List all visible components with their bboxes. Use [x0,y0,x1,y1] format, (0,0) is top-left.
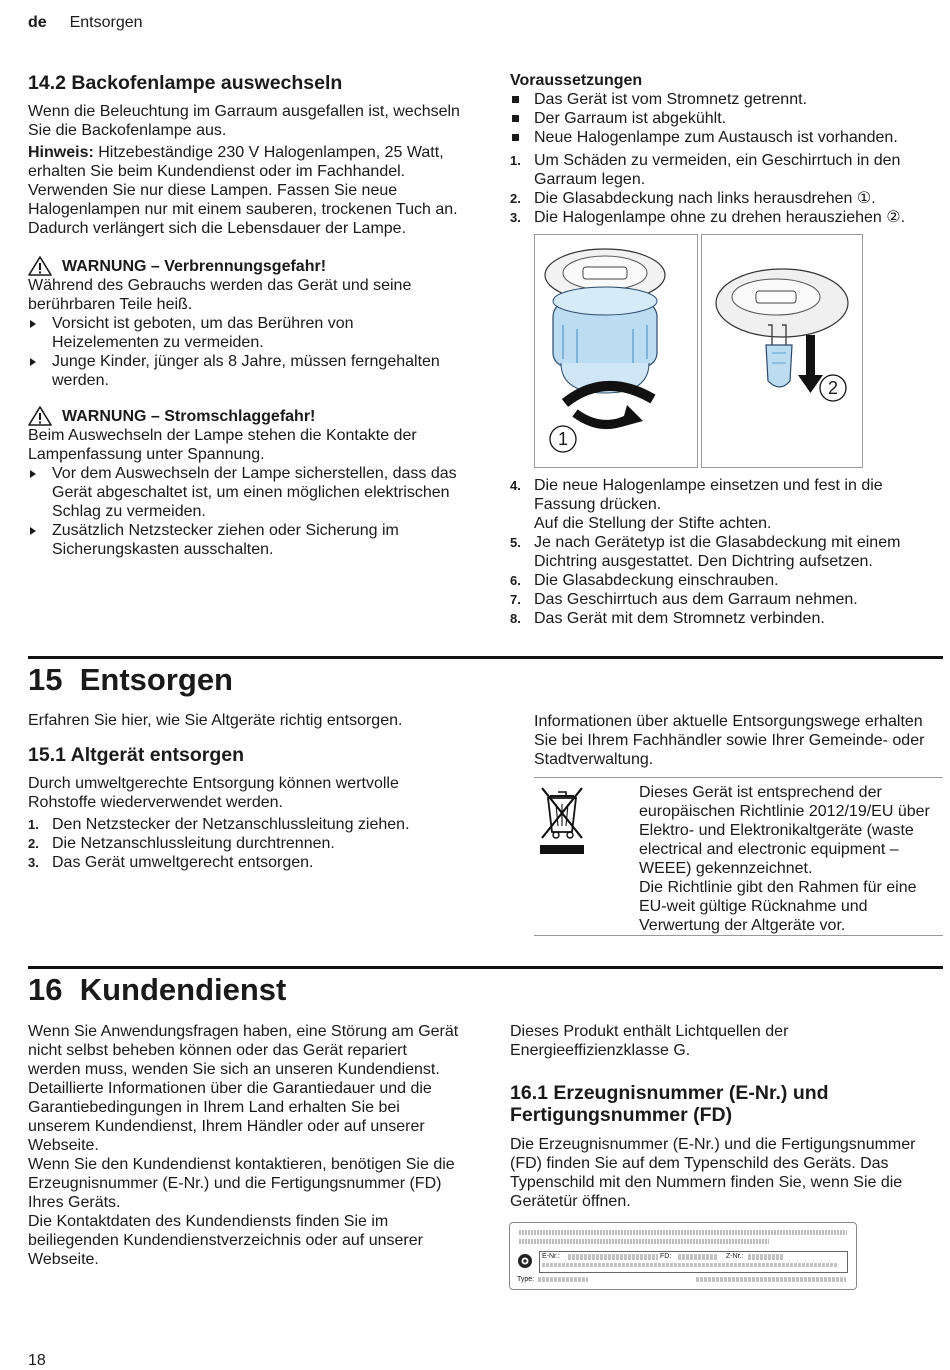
warning-burn-text: Während des Gebrauchs werden das Gerät und seine berührbaren Teile heiß. [28,277,412,313]
prereq-title: Voraussetzungen [510,72,643,89]
list-item [510,208,942,227]
step-text: Das Geschirrtuch aus dem Garraum nehmen. [534,591,858,608]
section-15-1-text: Durch umweltgerechte Entsorgung können wertvolle Rohstoffe wiederverwendet werden. [28,775,399,811]
section-16-1-title: 16.1 Erzeugnisnummer (E-Nr.) und Fertigungsnummer (FD) [510,1082,829,1126]
warning-triangle-icon [28,406,52,426]
figure-label-2: 2 [827,378,838,398]
step-number: 2. [28,836,39,851]
figure-label-1: 1 [557,429,568,449]
section-16-para-1: Wenn Sie Anwendungsfragen haben, eine Störung am Gerät nicht selbst beheben können oder das Gerät repariert werden muss, wenden Sie sich an unseren Kundendienst. [28,1023,459,1078]
warning-burn-title: WARNUNG – Verbrennungsgefahr! [62,257,327,275]
step-text: Je nach Gerätetyp ist die Glasabdeckung mit einem Dichtring ausgestattet. Den Dichtring aufsetzen. [534,534,901,570]
header-lang: de [28,14,47,31]
section-15-intro: Erfahren Sie hier, wie Sie Altgeräte richtig entsorgen. [28,712,403,729]
plate-znr-label: Z-Nr.: [726,1253,744,1260]
list-item: Neue Halogenlampe zum Austausch ist vorhanden. [510,128,942,147]
warning-shock-list [28,464,463,559]
weee-text-2: Die Richtlinie gibt den Rahmen für eine EU-weit gültige Rücknahme und Verwertung der Altgeräte vor. [639,879,917,934]
steps-list-b [510,476,942,628]
step-number: 8. [510,611,521,626]
plate-type-label: Type: [517,1276,535,1283]
step-number: 3. [28,855,39,870]
step-text: Die Glasabdeckung einschrauben. [534,572,779,589]
list-item [510,533,942,571]
list-item [28,834,468,853]
plate-enr-value [568,1254,658,1260]
section-16-right-intro: Dieses Produkt enthält Lichtquellen der Energieeffizienzklasse G. [510,1023,789,1059]
section-16-para-2: Detaillierte Informationen über die Garantiedauer und die Garantiebedingungen in Ihrem Land erhalten Sie bei unserem Kundendienst, Ihrem Händler oder auf unserer Webseite. [28,1080,432,1154]
list-item [510,590,942,609]
step-number: 3. [510,210,521,225]
weee-symbol-icon [534,782,590,858]
page-header [28,13,143,32]
section-14-2-right [510,71,942,227]
section-15-title: 15 Entsorgen [28,662,233,697]
list-item: Zusätzlich Netzstecker ziehen oder Sicherung im Sicherungskasten ausschalten. [28,521,463,559]
steps-list-a [510,151,942,227]
warning-triangle-icon [28,256,52,276]
step-text: Das Gerät mit dem Stromnetz verbinden. [534,610,825,627]
section-16-para-4: Die Kontaktdaten des Kundendiensts finden Sie im beiliegenden Kundendienstverzeichnis oder auf unserer Webseite. [28,1213,423,1268]
warning-shock-text: Beim Auswechseln der Lampe stehen die Kontakte der Lampenfassung unter Spannung. [28,427,417,463]
header-section: Entsorgen [69,14,143,31]
section-16-title: 16 Kundendienst [28,972,287,1007]
plate-row-line [542,1263,838,1267]
figure-pull-lamp [701,234,863,468]
figure-unscrew-cover [534,234,698,468]
list-item [510,151,942,189]
step-text: Die Netzanschlussleitung durchtrennen. [52,835,335,852]
plate-fd-label: FD: [660,1253,672,1260]
list-item [510,514,942,533]
page-number: 18 [28,1352,46,1369]
section-15-left [28,711,468,872]
weee-bottom-rule [534,935,943,936]
section-15-right-text: Informationen über aktuelle Entsorgungswege erhalten Sie bei Ihrem Fachhändler sowie Ihrer Gemeinde- oder Stadtverwaltung. [534,713,925,768]
section-16-1-text: Die Erzeugnisnummer (E-Nr.) und die Fertigungsnummer (FD) finden Sie auf dem Typenschild des Geräts. Das Typenschild mit den Nummern finden Sie, wenn Sie die Gerätetür öffnen. [510,1136,916,1210]
section-15-steps [28,815,468,872]
section-16-right [510,1022,942,1211]
section-16-left [28,1022,460,1269]
list-item: Das Gerät ist vom Stromnetz getrennt. [510,90,942,109]
step-text: Den Netzstecker der Netzanschlussleitung ziehen. [52,816,410,833]
warning-shock [28,406,463,559]
list-item: Junge Kinder, jünger als 8 Jahre, müssen ferngehalten werden. [28,352,463,390]
step-number: 5. [510,535,521,550]
step-text: Die Halogenlampe ohne zu drehen herausziehen ②. [534,209,906,226]
section-15-rule [28,656,943,659]
list-item [28,815,468,834]
plate-barcode-line [519,1239,769,1244]
step-text: Die Glasabdeckung nach links herausdrehen ①. [534,190,876,207]
list-item [510,476,942,514]
step-number: 1. [510,153,521,168]
step-number: 7. [510,592,521,607]
step-number: 1. [28,817,39,832]
warning-shock-title: WARNUNG – Stromschlaggefahr! [62,407,316,425]
warning-burn [28,256,463,390]
warning-burn-head [28,256,463,276]
plate-barcode-line [519,1230,847,1235]
list-item [510,609,942,628]
step-number: 4. [510,478,521,493]
weee-text [639,783,942,935]
list-item [28,853,468,872]
plate-znr-value [748,1254,784,1260]
list-item: Vorsicht ist geboten, um das Berühren von Heizelementen zu vermeiden. [28,314,463,352]
list-item [510,571,942,590]
warning-shock-head [28,406,463,426]
plate-enr-label: E-Nr.: [542,1253,560,1260]
section-16-para-3: Wenn Sie den Kundendienst kontaktieren, benötigen Sie die Erzeugnisnummer (E-Nr.) und die Fertigungsnummer (FD) Ihres Geräts. [28,1156,455,1211]
plate-type-value [538,1277,588,1282]
step-number: 6. [510,573,521,588]
hint-label: Hinweis: [28,144,94,161]
hint-text: Hitzebeständige 230 V Halogenlampen, 25 Watt, erhalten Sie beim Kundendienst oder im Fachhandel. Verwenden Sie nur diese Lampen. Fassen Sie neue Halogenlampen nur mit einem sauberen, trockenen Tuch an. Dadurch verlängert sich die Lebensdauer der Lampe. [28,144,458,237]
step-text: Das Gerät umweltgerecht entsorgen. [52,854,314,871]
weee-text-1: Dieses Gerät ist entsprechend der europäischen Richtlinie 2012/19/EU über Elektro- und Elektronikaltgeräte (waste electrical and electronic equipment – WEEE) gekennzeichnet. [639,784,930,877]
list-item: Der Garraum ist abgekühlt. [510,109,942,128]
section-14-2-intro: Wenn die Beleuchtung im Garraum ausgefallen ist, wechseln Sie die Backofenlampe aus. [28,103,460,139]
list-item: Vor dem Auswechseln der Lampe sicherstellen, dass das Gerät abgeschaltet ist, um einen möglichen elektrischen Schlag zu vermeiden. [28,464,463,521]
section-15-1-title: 15.1 Altgerät entsorgen [28,744,245,766]
step-text: Auf die Stellung der Stifte achten. [534,515,772,532]
list-item [510,189,942,208]
prereq-list [510,90,942,147]
step-text: Um Schäden zu vermeiden, ein Geschirrtuch in den Garraum legen. [534,152,901,188]
step-text: Die neue Halogenlampe einsetzen und fest in die Fassung drücken. [534,477,883,513]
section-14-2-title: 14.2 Backofenlampe auswechseln [28,72,343,94]
steps-b [510,476,942,628]
weee-top-rule [534,777,943,778]
halogen-lamp-illustration [702,235,862,467]
plate-extra-value [696,1277,846,1282]
plate-logo-icon [517,1253,533,1269]
type-plate [509,1222,857,1290]
plate-fd-value [678,1254,718,1260]
hint-paragraph [28,143,463,238]
section-16-rule [28,966,943,969]
warning-burn-list [28,314,463,390]
step-number: 2. [510,191,521,206]
section-14-2-left [28,72,463,559]
